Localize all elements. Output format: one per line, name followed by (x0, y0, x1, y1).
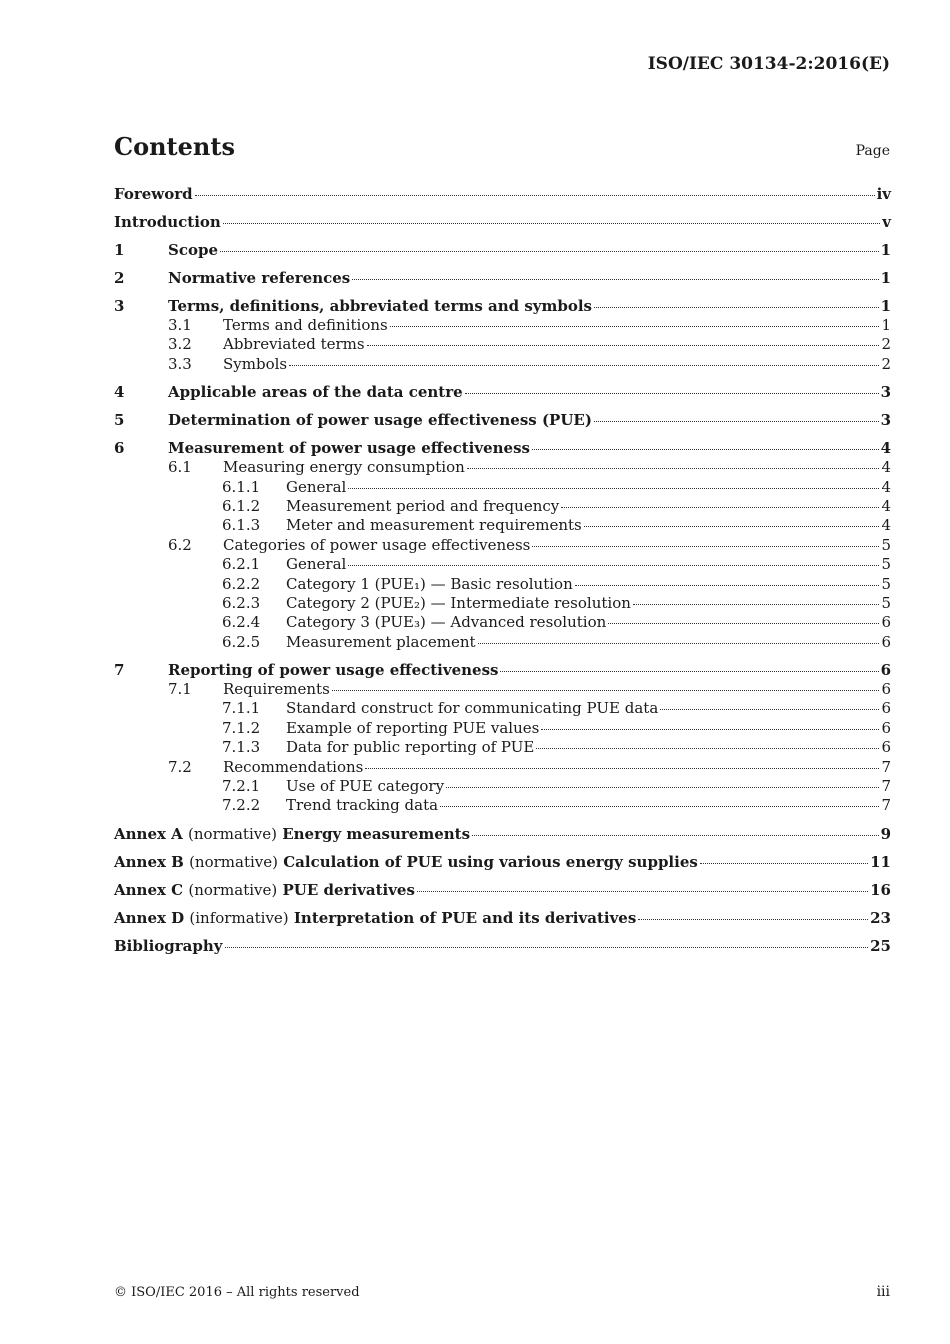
toc-entry-page: 6 (881, 632, 891, 651)
toc-entry-title: Measuring energy consumption (223, 458, 465, 477)
toc-entry-title: General (286, 555, 347, 574)
toc-entry[interactable] (114, 185, 891, 204)
page-number: iii (876, 1284, 890, 1300)
toc-entry[interactable] (114, 555, 891, 574)
dot-leader (417, 890, 868, 892)
copyright-notice: © ISO/IEC 2016 – All rights reserved (114, 1285, 360, 1300)
toc-entry-number: 3.3 (168, 354, 192, 373)
toc-entry-number: 6.2.3 (222, 593, 261, 612)
toc-entry-title: Foreword (114, 185, 193, 203)
toc-entry-title: Interpretation of PUE and its derivatives (293, 908, 637, 927)
toc-entry-title: Scope (168, 241, 219, 259)
table-of-contents (114, 185, 891, 956)
toc-entry[interactable] (114, 269, 891, 288)
toc-entry-title: Reporting of power usage effectiveness (168, 661, 499, 680)
toc-entry-number: 7.1.2 (222, 718, 261, 737)
toc-entry-page: 4 (881, 496, 891, 515)
toc-entry[interactable] (114, 758, 891, 777)
toc-entry-page: 3 (880, 411, 891, 430)
toc-entry[interactable] (114, 439, 891, 458)
dot-leader (541, 728, 879, 730)
toc-entry-number: 6.1.1 (222, 477, 261, 496)
toc-annex-kind: (normative) (188, 824, 277, 843)
dot-leader (472, 834, 879, 836)
toc-entry-title: Recommendations (223, 757, 364, 776)
toc-entry[interactable] (114, 458, 891, 477)
toc-entry[interactable] (114, 825, 891, 844)
toc-entry-page: 7 (881, 796, 891, 815)
toc-entry[interactable] (114, 680, 891, 699)
document-id: ISO/IEC 30134-2:2016(E) (647, 54, 890, 74)
toc-entry-page: 4 (881, 477, 891, 496)
toc-entry-title: Meter and measurement requirements (286, 516, 582, 535)
dot-leader (390, 325, 880, 327)
toc-entry[interactable] (114, 297, 891, 316)
toc-entry[interactable] (114, 241, 891, 260)
toc-entry-page: 6 (881, 718, 891, 737)
dot-leader (220, 250, 879, 252)
dot-leader (633, 603, 880, 605)
dot-leader (700, 862, 868, 864)
toc-entry[interactable] (114, 516, 891, 535)
toc-entry[interactable] (114, 909, 891, 928)
toc-entry-title: General (286, 477, 347, 496)
dot-leader (223, 222, 880, 224)
toc-entry-title: Trend tracking data (286, 796, 439, 815)
toc-entry-number: 7.2 (168, 757, 192, 776)
dot-leader (575, 584, 880, 586)
toc-entry-number: 3.2 (168, 335, 192, 354)
dot-leader (348, 564, 879, 566)
toc-entry-title: Data for public reporting of PUE (286, 738, 535, 757)
toc-entry-page: v (882, 213, 891, 231)
toc-annex-label: Annex D (114, 908, 185, 927)
toc-entry-title: Symbols (223, 354, 288, 373)
toc-entry-number: 1 (114, 241, 125, 259)
toc-entry-title: Category 2 (PUE₂) — Intermediate resolution (286, 593, 631, 612)
dot-leader (367, 344, 880, 346)
dot-leader (500, 670, 878, 672)
dot-leader (638, 918, 868, 920)
toc-entry[interactable] (114, 497, 891, 516)
toc-annex-kind: (normative) (188, 880, 278, 899)
toc-entry-page: 9 (880, 824, 891, 843)
toc-entry-number: 5 (114, 411, 125, 430)
toc-entry-title: Normative references (168, 269, 351, 287)
toc-annex-label: Annex C (114, 880, 184, 899)
dot-leader (352, 278, 878, 280)
dot-leader (195, 194, 875, 196)
dot-leader (536, 747, 879, 749)
dot-leader (225, 946, 869, 948)
toc-entry-number: 3.1 (168, 316, 192, 334)
page-title: Contents (114, 132, 235, 161)
toc-entry-page: 6 (881, 613, 891, 632)
toc-entry-title: Measurement of power usage effectiveness (168, 439, 530, 458)
dot-leader (532, 448, 879, 450)
toc-entry-page: 23 (870, 908, 891, 927)
toc-entry[interactable] (114, 937, 891, 956)
dot-leader (594, 306, 879, 308)
toc-entry[interactable] (114, 777, 891, 796)
toc-entry-number: 3 (114, 297, 125, 315)
toc-entry[interactable] (114, 383, 891, 402)
dot-leader (289, 364, 879, 366)
toc-entry-title: Terms, definitions, abbreviated terms and symbols (168, 297, 592, 315)
toc-annex-label: Annex A (114, 824, 183, 843)
toc-entry-title: Terms and definitions (223, 316, 388, 334)
toc-annex-kind: (informative) (189, 908, 289, 927)
toc-entry-page: 1 (881, 316, 891, 334)
toc-entry-page: 5 (881, 555, 891, 574)
toc-entry[interactable] (114, 575, 891, 594)
toc-entry-number: 6.1.3 (222, 516, 261, 535)
toc-entry-number: 6.2.1 (222, 555, 261, 574)
toc-entry[interactable] (114, 661, 891, 680)
toc-entry-page: 25 (870, 936, 891, 955)
toc-entry-title: Abbreviated terms (223, 335, 365, 354)
toc-entry[interactable] (114, 411, 891, 430)
dot-leader (348, 487, 879, 489)
toc-annex-label: Annex B (114, 852, 184, 871)
toc-entry-title: Energy measurements (282, 824, 471, 843)
toc-entry-number: 4 (114, 383, 125, 402)
toc-entry-title: Measurement period and frequency (286, 496, 560, 515)
toc-entry[interactable] (114, 699, 891, 718)
toc-entry-page: 7 (881, 777, 891, 796)
toc-entry-number: 7.1.1 (222, 699, 261, 718)
dot-leader (532, 545, 879, 547)
toc-entry[interactable] (114, 536, 891, 555)
toc-entry-title: Calculation of PUE using various energy supplies (283, 852, 698, 871)
dot-leader (594, 420, 879, 422)
dot-leader (440, 805, 879, 807)
toc-entry-title: Applicable areas of the data centre (168, 383, 463, 402)
toc-entry-number: 7.1.3 (222, 738, 261, 757)
toc-entry[interactable] (114, 881, 891, 900)
toc-entry-number: 6.2.5 (222, 632, 261, 651)
toc-entry-title: Use of PUE category (286, 777, 445, 796)
toc-entry-number: 6.1.2 (222, 496, 261, 515)
dot-leader (467, 467, 880, 469)
toc-entry-page: 16 (870, 880, 891, 899)
toc-entry-page: 4 (880, 439, 891, 458)
toc-entry[interactable] (114, 335, 891, 354)
toc-entry-title: Determination of power usage effectiveness (PUE) (168, 411, 592, 430)
toc-entry-number: 7.2.2 (222, 796, 261, 815)
dot-leader (584, 525, 880, 527)
toc-entry-number: 6.2.2 (222, 574, 261, 593)
toc-entry-title: Bibliography (114, 936, 223, 955)
toc-entry-number: 6 (114, 439, 125, 458)
toc-entry-number: 7.2.1 (222, 777, 261, 796)
toc-entry-title: Category 1 (PUE₁) — Basic resolution (286, 574, 573, 593)
toc-entry-page: 7 (881, 757, 891, 776)
toc-entry[interactable] (114, 316, 891, 335)
dot-leader (608, 622, 879, 624)
toc-entry[interactable] (114, 719, 891, 738)
toc-entry-page: 6 (881, 738, 891, 757)
toc-entry-number: 6.2.4 (222, 613, 261, 632)
toc-entry-page: 4 (881, 516, 891, 535)
page-column-label: Page (855, 143, 890, 159)
toc-entry-title: Example of reporting PUE values (286, 718, 540, 737)
toc-entry-title: Category 3 (PUE₃) — Advanced resolution (286, 613, 607, 632)
dot-leader (478, 642, 880, 644)
toc-entry-page: 6 (881, 699, 891, 718)
toc-entry[interactable] (114, 853, 891, 872)
toc-entry-page: 5 (881, 574, 891, 593)
toc-entry-number: 7.1 (168, 680, 192, 699)
toc-entry-page: 3 (880, 383, 891, 402)
toc-entry-page: 4 (881, 458, 891, 477)
toc-entry-page: iv (876, 185, 891, 203)
toc-entry-title: Measurement placement (286, 632, 476, 651)
toc-entry-title: Categories of power usage effectiveness (223, 535, 531, 554)
toc-entry-page: 5 (881, 535, 891, 554)
toc-entry[interactable] (114, 594, 891, 613)
toc-entry-page: 5 (881, 593, 891, 612)
toc-entry[interactable] (114, 355, 891, 374)
toc-entry-page: 1 (880, 297, 891, 315)
toc-entry-page: 11 (870, 852, 891, 871)
dot-leader (561, 506, 879, 508)
toc-entry-number: 2 (114, 269, 125, 287)
toc-entry-page: 6 (880, 661, 891, 680)
dot-leader (446, 786, 879, 788)
toc-entry-number: 6.1 (168, 458, 192, 477)
dot-leader (465, 392, 879, 394)
toc-entry-number: 6.2 (168, 535, 192, 554)
toc-annex-kind: (normative) (189, 852, 278, 871)
toc-entry-page: 2 (881, 354, 891, 373)
toc-entry-page: 1 (880, 269, 891, 287)
toc-entry[interactable] (114, 796, 891, 815)
dot-leader (660, 708, 879, 710)
toc-entry[interactable] (114, 478, 891, 497)
toc-entry-title: Requirements (223, 680, 330, 699)
dot-leader (365, 767, 879, 769)
toc-entry-title: PUE derivatives (282, 880, 415, 899)
toc-entry-title: Standard construct for communicating PUE data (286, 699, 659, 718)
dot-leader (332, 689, 880, 691)
toc-entry-page: 1 (880, 241, 891, 259)
toc-entry-number: 7 (114, 661, 125, 680)
toc-entry-page: 6 (881, 680, 891, 699)
toc-entry-page: 2 (881, 335, 891, 354)
toc-entry[interactable] (114, 613, 891, 632)
toc-entry[interactable] (114, 738, 891, 757)
toc-entry-title: Introduction (114, 213, 221, 231)
toc-entry[interactable] (114, 633, 891, 652)
toc-entry[interactable] (114, 213, 891, 232)
